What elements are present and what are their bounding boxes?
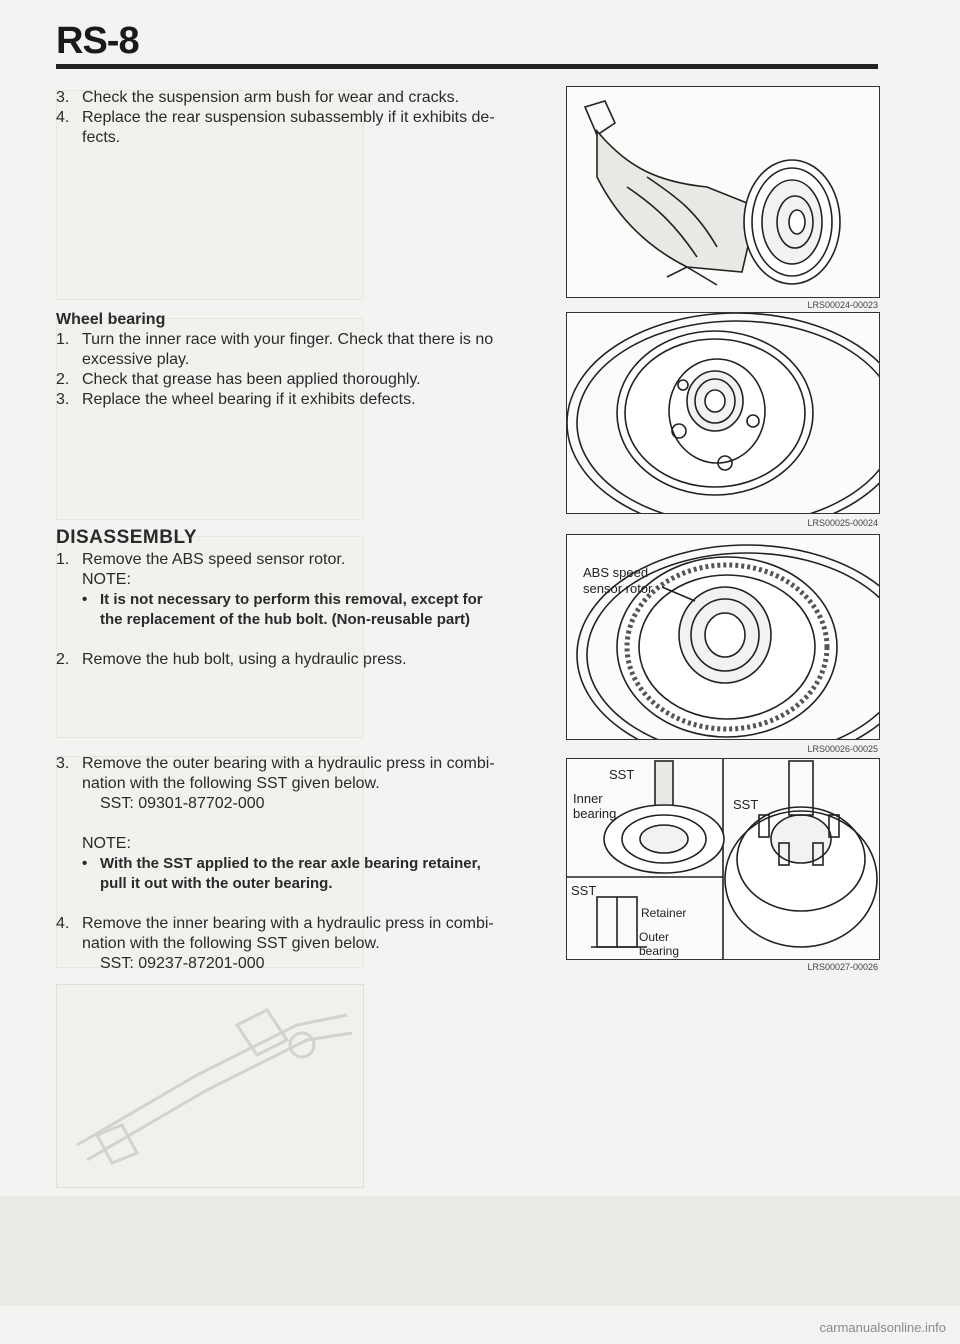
callout-label: Retainer xyxy=(641,906,687,920)
bearing-removal-drawing xyxy=(567,759,879,959)
step-number: 4. xyxy=(56,915,70,932)
bullet-dot: • xyxy=(82,855,88,872)
footer-bleed-band xyxy=(0,1196,960,1306)
figure-code: LRS00026-00025 xyxy=(807,744,878,754)
step-text-continued: nation with the following SST given below. xyxy=(82,935,380,952)
note-text-continued: pull it out with the outer bearing. xyxy=(100,875,333,892)
note-text-continued: the replacement of the hub bolt. (Non-reusable part) xyxy=(100,611,471,628)
step-number: 1. xyxy=(56,551,70,568)
figure-code: LRS00025-00024 xyxy=(807,518,878,528)
disassembly-section xyxy=(56,528,556,670)
sst-number: SST: 09301-87702-000 xyxy=(100,795,265,812)
note-bullet xyxy=(56,854,556,874)
callout-label: SST xyxy=(571,883,597,898)
callout-label: Inner xyxy=(573,791,603,806)
step-number: 2. xyxy=(56,371,70,388)
sst-number: SST: 09237-87201-000 xyxy=(100,955,265,972)
bullet-dot: • xyxy=(82,591,88,608)
abs-rotor-drawing xyxy=(567,535,879,739)
callout-label: sensor rotor xyxy=(583,581,653,596)
section-heading: DISASSEMBLY xyxy=(56,527,197,548)
bleed-through-image xyxy=(56,984,364,1188)
step-text-continued: fects. xyxy=(82,129,121,146)
step-text-continued: nation with the following SST given below. xyxy=(82,775,380,792)
step-text: Turn the inner race with your finger. Check that there is no xyxy=(82,331,494,348)
page-code: RS-8 xyxy=(56,20,139,62)
watermark[interactable]: carmanualsonline.info xyxy=(819,1320,946,1335)
figure-code: LRS00027-00026 xyxy=(807,962,878,972)
step-text: Remove the ABS speed sensor rotor. xyxy=(82,551,346,568)
figure-code: LRS00024-00023 xyxy=(807,300,878,310)
step-text: Remove the hub bolt, using a hydraulic press. xyxy=(82,651,407,668)
figure-brake-drum xyxy=(566,312,880,514)
step-text: Replace the rear suspension subassembly if it exhibits de- xyxy=(82,109,495,126)
header-rule xyxy=(56,64,878,69)
note-bullet xyxy=(56,590,556,610)
note-text: With the SST applied to the rear axle bearing retainer, xyxy=(100,855,481,872)
callout-label: SST xyxy=(733,797,759,812)
step-number: 4. xyxy=(56,109,70,126)
wheel-bearing-section xyxy=(56,310,556,410)
note-label: NOTE: xyxy=(82,571,131,588)
step-number: 3. xyxy=(56,89,70,106)
section-heading: Wheel bearing xyxy=(56,311,166,328)
step-text-continued: excessive play. xyxy=(82,351,190,368)
step-number: 3. xyxy=(56,755,70,772)
figure-abs-rotor xyxy=(566,534,880,740)
step-text: Replace the wheel bearing if it exhibits defects. xyxy=(82,391,416,408)
brake-drum-drawing xyxy=(567,313,879,513)
suspension-ghost-drawing xyxy=(57,985,363,1187)
callout-label: bearing xyxy=(573,806,617,821)
step-text: Remove the outer bearing with a hydraulic press in combi- xyxy=(82,755,495,772)
step-number: 2. xyxy=(56,651,70,668)
figure-arm-bush xyxy=(566,86,880,298)
step-text: Remove the inner bearing with a hydraulic press in combi- xyxy=(82,915,494,932)
note-label: NOTE: xyxy=(82,835,131,852)
callout-label: ABS speed xyxy=(583,565,649,580)
arm-bush-drawing xyxy=(567,87,879,297)
callout-label: bearing xyxy=(639,944,680,958)
inspection-steps xyxy=(56,88,536,148)
step-text: Check the suspension arm bush for wear and cracks. xyxy=(82,89,460,106)
callout-label: Outer xyxy=(639,930,670,944)
note-text: It is not necessary to perform this removal, except for xyxy=(100,591,483,608)
step-number: 3. xyxy=(56,391,70,408)
step-number: 1. xyxy=(56,331,70,348)
callout-label: SST xyxy=(609,767,635,782)
figure-bearing-removal xyxy=(566,758,880,960)
disassembly-steps-continued xyxy=(56,754,556,974)
step-text: Check that grease has been applied thoroughly. xyxy=(82,371,421,388)
